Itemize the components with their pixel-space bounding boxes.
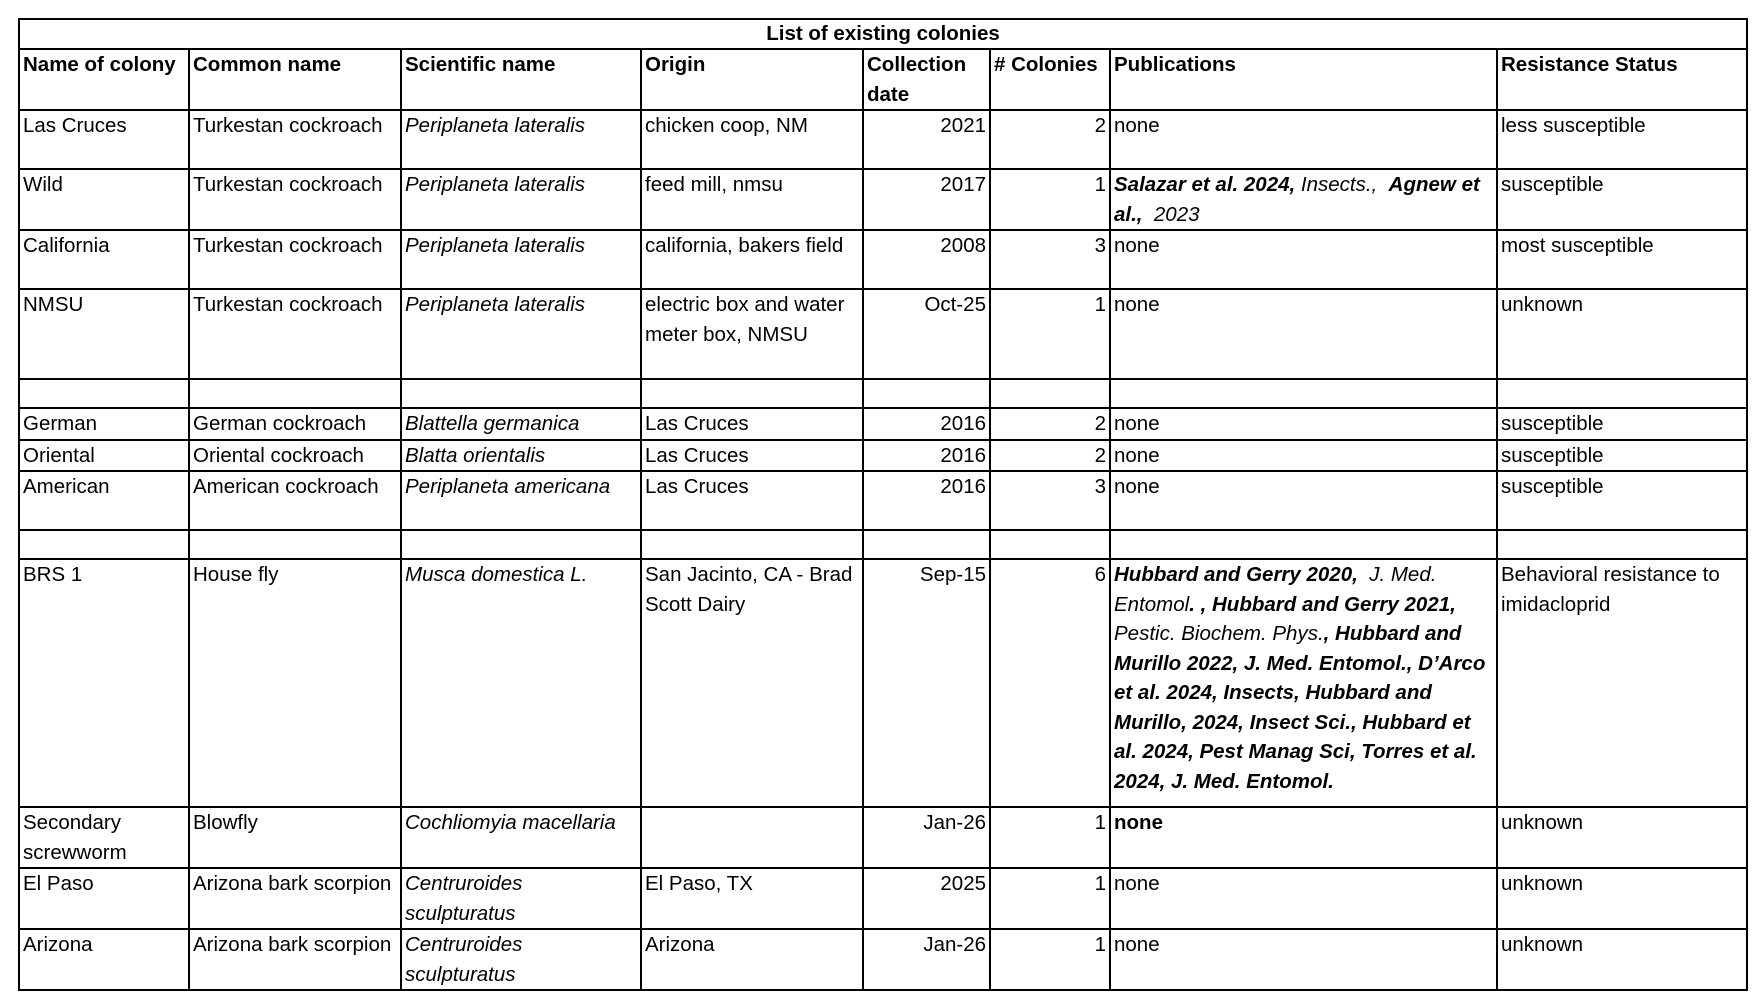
cell-publications <box>1110 169 1497 230</box>
pub-journal: J. Med. Entomol <box>1114 563 1437 616</box>
cell-date: 2016 <box>863 471 990 530</box>
cell-resistance: unknown <box>1497 929 1747 990</box>
cell-resistance: Behavioral resistance to imidacloprid <box>1497 559 1747 807</box>
cell-colonies: 2 <box>990 408 1110 440</box>
cell-colonies: 1 <box>990 868 1110 929</box>
cell-scientific: Periplaneta lateralis <box>401 289 641 379</box>
cell-scientific: Cochliomyia macellaria <box>401 807 641 868</box>
cell-publications: none <box>1110 868 1497 929</box>
cell-colonies: 1 <box>990 169 1110 230</box>
table-row <box>19 230 1747 289</box>
header-publications: Publications <box>1110 49 1497 110</box>
cell-common: Oriental cockroach <box>189 440 401 472</box>
table-row <box>19 440 1747 472</box>
header-colonies: # Colonies <box>990 49 1110 110</box>
cell-common: Arizona bark scorpion <box>189 868 401 929</box>
pub-citation: , Hubbard and Murillo 2022, J. Med. Entomol., D’Arco et al. 2024, Insects, Hubbard and Murillo, 2024, Insect Sci., Hubbard et al. 2024, Pest Manag Sci, Torres et al. 2024, J. Med. Entomol. <box>1114 622 1486 793</box>
cell-publications: none <box>1110 471 1497 530</box>
cell-origin: california, bakers field <box>641 230 863 289</box>
cell-resistance: unknown <box>1497 807 1747 868</box>
pub-citation: Agnew et al., <box>1114 173 1480 226</box>
colonies-sheet <box>18 18 1746 991</box>
cell-scientific: Centruroides sculpturatus <box>401 929 641 990</box>
cell-common: American cockroach <box>189 471 401 530</box>
cell-common: Turkestan cockroach <box>189 230 401 289</box>
cell-scientific: Periplaneta lateralis <box>401 230 641 289</box>
cell-publications: none <box>1110 929 1497 990</box>
table-row <box>19 807 1747 868</box>
pub-citation: . , Hubbard and Gerry 2021, <box>1189 592 1456 616</box>
cell-date: Jan-26 <box>863 929 990 990</box>
cell-colonies: 6 <box>990 559 1110 807</box>
cell-scientific: Periplaneta americana <box>401 471 641 530</box>
cell-date: 2016 <box>863 440 990 472</box>
pub-citation: Hubbard and Gerry 2020, <box>1114 563 1358 586</box>
cell-date: Oct-25 <box>863 289 990 379</box>
cell-scientific: Centruroides sculpturatus <box>401 868 641 929</box>
cell-date: 2016 <box>863 408 990 440</box>
cell-date: 2008 <box>863 230 990 289</box>
table-row <box>19 408 1747 440</box>
cell-origin: chicken coop, NM <box>641 110 863 169</box>
cell-date: 2017 <box>863 169 990 230</box>
cell-colonies: 3 <box>990 471 1110 530</box>
cell-name: Las Cruces <box>19 110 189 169</box>
cell-name: El Paso <box>19 868 189 929</box>
cell-common: Turkestan cockroach <box>189 169 401 230</box>
cell-resistance: susceptible <box>1497 440 1747 472</box>
cell-date: 2025 <box>863 868 990 929</box>
table-row <box>19 559 1747 807</box>
cell-common: Turkestan cockroach <box>189 289 401 379</box>
table-row <box>19 929 1747 990</box>
cell-common: German cockroach <box>189 408 401 440</box>
pub-journal: Insects., <box>1300 173 1378 196</box>
cell-name: German <box>19 408 189 440</box>
cell-date: Sep-15 <box>863 559 990 807</box>
table-row <box>19 169 1747 230</box>
table-row <box>19 110 1747 169</box>
cell-resistance: less susceptible <box>1497 110 1747 169</box>
header-common: Common name <box>189 49 401 110</box>
table-row <box>19 868 1747 929</box>
cell-resistance: susceptible <box>1497 471 1747 530</box>
header-name: Name of colony <box>19 49 189 110</box>
table-row <box>19 289 1747 379</box>
cell-publications: none <box>1110 289 1497 379</box>
cell-origin <box>641 807 863 868</box>
cell-name: Oriental <box>19 440 189 472</box>
cell-origin: San Jacinto, CA - Brad Scott Dairy <box>641 559 863 807</box>
cell-resistance: susceptible <box>1497 408 1747 440</box>
cell-scientific: Blatta orientalis <box>401 440 641 472</box>
cell-name: NMSU <box>19 289 189 379</box>
cell-origin: Las Cruces <box>641 408 863 440</box>
cell-origin: El Paso, TX <box>641 868 863 929</box>
cell-colonies: 3 <box>990 230 1110 289</box>
cell-scientific: Blattella germanica <box>401 408 641 440</box>
cell-name: BRS 1 <box>19 559 189 807</box>
cell-resistance: most susceptible <box>1497 230 1747 289</box>
header-origin: Origin <box>641 49 863 110</box>
cell-origin: Arizona <box>641 929 863 990</box>
cell-common: House fly <box>189 559 401 807</box>
cell-common: Arizona bark scorpion <box>189 929 401 990</box>
cell-resistance: unknown <box>1497 868 1747 929</box>
cell-publications: none <box>1110 230 1497 289</box>
header-row <box>19 49 1747 110</box>
pub-citation: Salazar et al. 2024, <box>1114 173 1296 196</box>
cell-common: Blowfly <box>189 807 401 868</box>
cell-resistance: susceptible <box>1497 169 1747 230</box>
header-scientific: Scientific name <box>401 49 641 110</box>
empty-row <box>19 379 1747 408</box>
cell-date: Jan-26 <box>863 807 990 868</box>
cell-colonies: 2 <box>990 440 1110 472</box>
table-title: List of existing colonies <box>19 19 1747 49</box>
cell-scientific: Periplaneta lateralis <box>401 110 641 169</box>
cell-origin: feed mill, nmsu <box>641 169 863 230</box>
cell-scientific: Periplaneta lateralis <box>401 169 641 230</box>
cell-colonies: 1 <box>990 929 1110 990</box>
cell-publications: none <box>1110 440 1497 472</box>
pub-journal: Pestic. Biochem. Phys. <box>1114 622 1324 645</box>
table-row <box>19 471 1747 530</box>
cell-origin: Las Cruces <box>641 440 863 472</box>
cell-colonies: 1 <box>990 289 1110 379</box>
header-date: Collection date <box>863 49 990 110</box>
cell-name: American <box>19 471 189 530</box>
empty-row <box>19 530 1747 559</box>
cell-origin: Las Cruces <box>641 471 863 530</box>
cell-colonies: 2 <box>990 110 1110 169</box>
cell-name: Wild <box>19 169 189 230</box>
cell-name: Arizona <box>19 929 189 990</box>
cell-name: California <box>19 230 189 289</box>
cell-common: Turkestan cockroach <box>189 110 401 169</box>
cell-publications <box>1110 559 1497 807</box>
cell-publications: none <box>1110 807 1497 868</box>
cell-resistance: unknown <box>1497 289 1747 379</box>
cell-scientific: Musca domestica L. <box>401 559 641 807</box>
cell-date: 2021 <box>863 110 990 169</box>
cell-origin: electric box and water meter box, NMSU <box>641 289 863 379</box>
cell-publications: none <box>1110 110 1497 169</box>
cell-colonies: 1 <box>990 807 1110 868</box>
pub-year: 2023 <box>1153 202 1200 226</box>
cell-publications: none <box>1110 408 1497 440</box>
colonies-table <box>18 18 1748 991</box>
header-resistance: Resistance Status <box>1497 49 1747 110</box>
cell-name: Secondary screwworm <box>19 807 189 868</box>
